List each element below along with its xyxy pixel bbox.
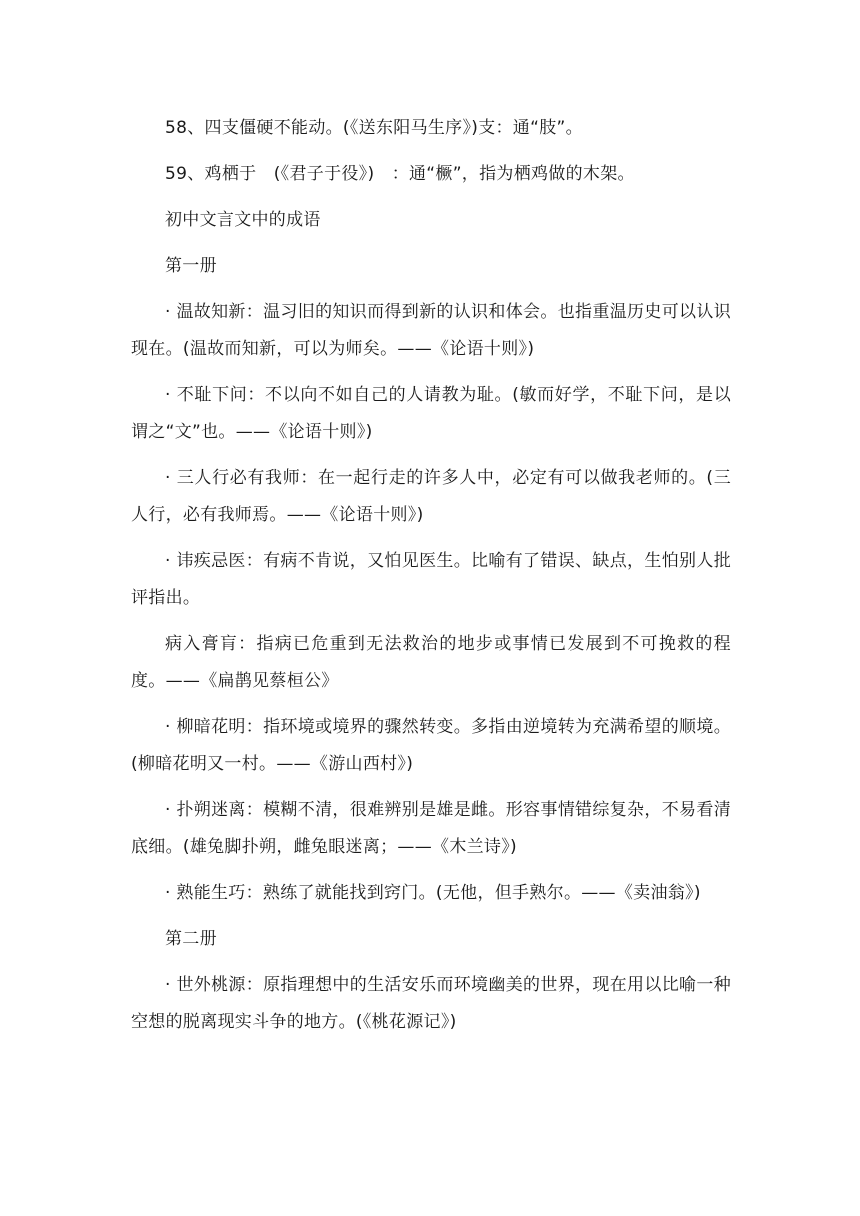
paragraph-item-58: 58、四支僵硬不能动。(《送东阳马生序》)支：通“肢”。 [165, 118, 583, 138]
idiom-buchi-xiawen: · 不耻下问：不以向不如自己的人请教为耻。(敏而好学，不耻下问，是以谓之“文”也。——《论语十则》) [131, 385, 731, 442]
idiom-huiji-jiyi: · 讳疾忌医：有病不肯说，又怕见医生。比喻有了错误、缺点，生怕别人批评指出。 [131, 551, 731, 608]
idiom-pushuo-mili: · 扑朔迷离：模糊不清，很难辨别是雄是雌。形容事情错综复杂，不易看清底细。(雄兔脚扑朔，雌兔眼迷离；——《木兰诗》) [131, 800, 731, 857]
volume-heading-2: 第二册 [165, 929, 217, 949]
section-heading: 初中文言文中的成语 [165, 210, 321, 230]
idiom-liuan-huaming: · 柳暗花明：指环境或境界的骤然转变。多指由逆境转为充满希望的顺境。(柳暗花明又一村。——《游山西村》) [131, 717, 731, 774]
paragraph-item-59: 59、鸡栖于 (《君子于役》) ：通“橛”，指为栖鸡做的木架。 [165, 164, 635, 184]
volume-heading-1: 第一册 [165, 256, 217, 276]
idiom-bingru-gaohuang: 病入膏肓：指病已危重到无法救治的地步或事情已发展到不可挽救的程度。——《扁鹊见蔡桓公》 [131, 634, 731, 691]
idiom-shiwai-taoyuan: · 世外桃源：原指理想中的生活安乐而环境幽美的世界，现在用以比喻一种空想的脱离现实斗争的地方。(《桃花源记》) [131, 975, 731, 1032]
document-body [131, 110, 731, 1041]
idiom-shuneng-shengqiao: · 熟能生巧：熟练了就能找到窍门。(无他，但手熟尔。——《卖油翁》) [165, 883, 701, 903]
idiom-sanrenxing: · 三人行必有我师：在一起行走的许多人中，必定有可以做我老师的。(三人行，必有我师焉。——《论语十则》) [131, 468, 731, 525]
idiom-wengu-zhixin: · 温故知新：温习旧的知识而得到新的认识和体会。也指重温历史可以认识现在。(温故而知新，可以为师矣。——《论语十则》) [131, 302, 731, 359]
